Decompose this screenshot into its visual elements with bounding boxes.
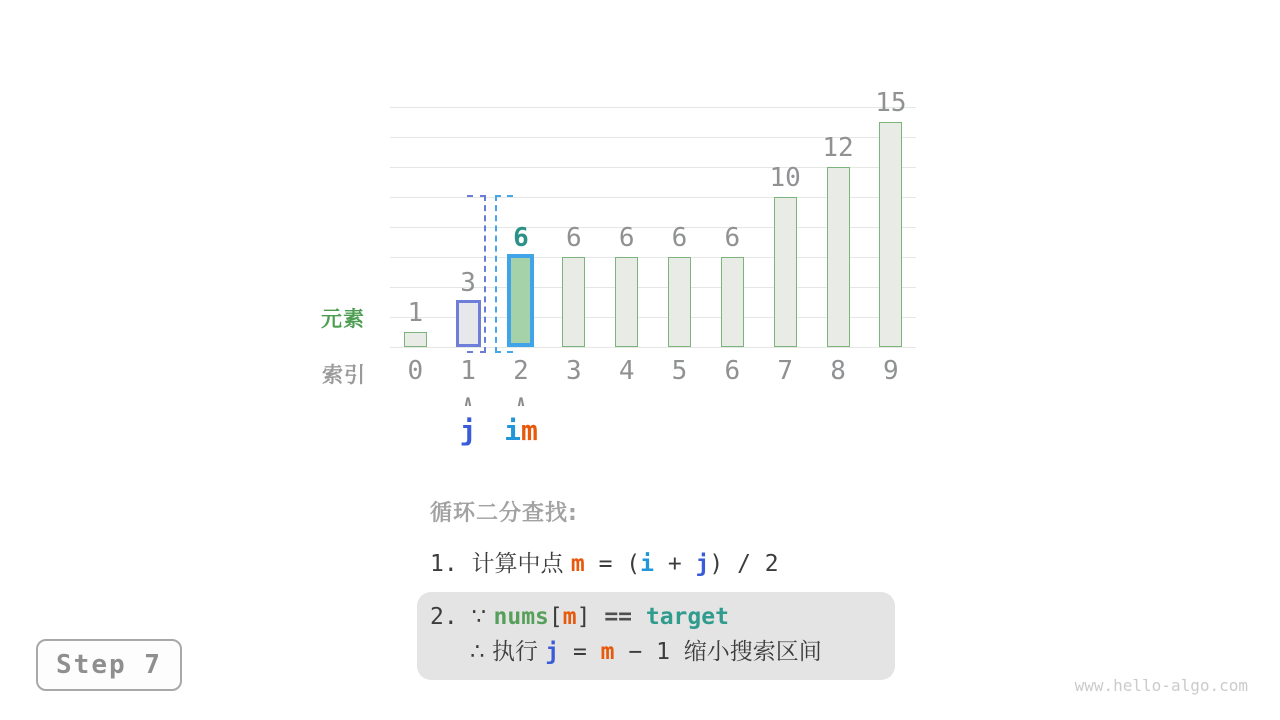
bar-value-label: 6 <box>513 223 529 253</box>
step1-formula-segment: = ( <box>584 551 641 577</box>
step2-action-segment: 缩小搜索区间 <box>683 639 822 665</box>
bar-value-label: 1 <box>407 298 424 328</box>
step2-condition-segment: nums <box>493 604 549 630</box>
bar-value-label: 6 <box>565 223 582 253</box>
bar-value-label: 6 <box>618 223 635 253</box>
bar-index-label: 3 <box>565 356 582 386</box>
bar-value-label: 3 <box>460 268 476 298</box>
pointer-label-i: i <box>504 414 521 447</box>
step1-formula-line <box>430 549 779 579</box>
step2-condition-segment: ∵ <box>471 604 494 630</box>
pointer-arrow-im-icon: ∧ <box>516 392 526 410</box>
x-axis-label: 索引 <box>322 363 366 387</box>
step1-formula-segment: + <box>653 551 696 577</box>
step2-condition-segment: m <box>562 604 577 630</box>
bar-index-8 <box>827 167 850 347</box>
step1-formula-segment: m <box>570 551 585 577</box>
bar-index-label: 9 <box>883 356 899 386</box>
search-split-bracket-right <box>495 195 513 353</box>
search-split-bracket-left <box>467 195 486 353</box>
bar-value-label: 6 <box>671 223 688 253</box>
step2-action-segment: m <box>600 639 615 665</box>
bar-index-label: 7 <box>777 356 793 386</box>
pointer-arrow-j-icon: ∧ <box>463 392 473 410</box>
watermark: www.hello-algo.com <box>1074 676 1248 695</box>
step1-formula-segment: j <box>695 551 710 577</box>
gridline <box>390 107 916 108</box>
bar-value-label: 6 <box>724 223 741 253</box>
bar-value-label: 15 <box>875 88 907 118</box>
bar-index-6 <box>721 257 744 347</box>
bar-index-label: 1 <box>460 356 476 386</box>
step2-action-line <box>470 637 822 667</box>
y-axis-label: 元素 <box>321 307 365 331</box>
section-heading: 循环二分查找: <box>430 501 578 526</box>
bar-index-label: 8 <box>830 356 846 386</box>
step2-condition-segment: [ <box>548 604 563 630</box>
step2-action-segment: − 1 <box>614 639 684 665</box>
step2-condition-segment: == <box>604 604 646 630</box>
bar-index-9 <box>879 122 902 347</box>
bar-index-label: 4 <box>618 356 635 386</box>
step1-formula-segment: ) / 2 <box>709 551 779 577</box>
bar-index-label: 6 <box>724 356 741 386</box>
step2-action-segment: ∴ <box>470 639 492 665</box>
step2-action-segment: 执行 <box>491 639 546 665</box>
step2-condition-segment: 2. <box>430 604 472 630</box>
bar-index-label: 5 <box>671 356 688 386</box>
bar-index-0 <box>404 332 427 347</box>
bar-index-5 <box>668 257 691 347</box>
bar-value-label: 12 <box>822 133 854 163</box>
bar-index-7 <box>774 197 797 347</box>
step2-action-segment: j <box>545 639 560 665</box>
pointer-label-im <box>486 416 556 446</box>
bar-index-label: 0 <box>407 356 424 386</box>
pointer-label-m: m <box>521 414 538 447</box>
pointer-label-j: j <box>459 414 477 447</box>
step1-formula-segment: 1. <box>430 551 472 577</box>
bar-value-label: 10 <box>769 163 801 193</box>
step-badge: Step 7 <box>36 639 182 691</box>
bar-index-4 <box>615 257 638 347</box>
bar-index-3 <box>562 257 585 347</box>
step2-condition-segment: ] <box>576 604 605 630</box>
step1-formula-segment: 计算中点 <box>471 551 571 577</box>
step2-condition-line <box>430 602 729 632</box>
bar-index-label: 2 <box>513 356 529 386</box>
step1-formula-segment: i <box>640 551 654 577</box>
step2-action-segment: = <box>559 639 601 665</box>
step2-condition-segment: target <box>645 604 729 630</box>
